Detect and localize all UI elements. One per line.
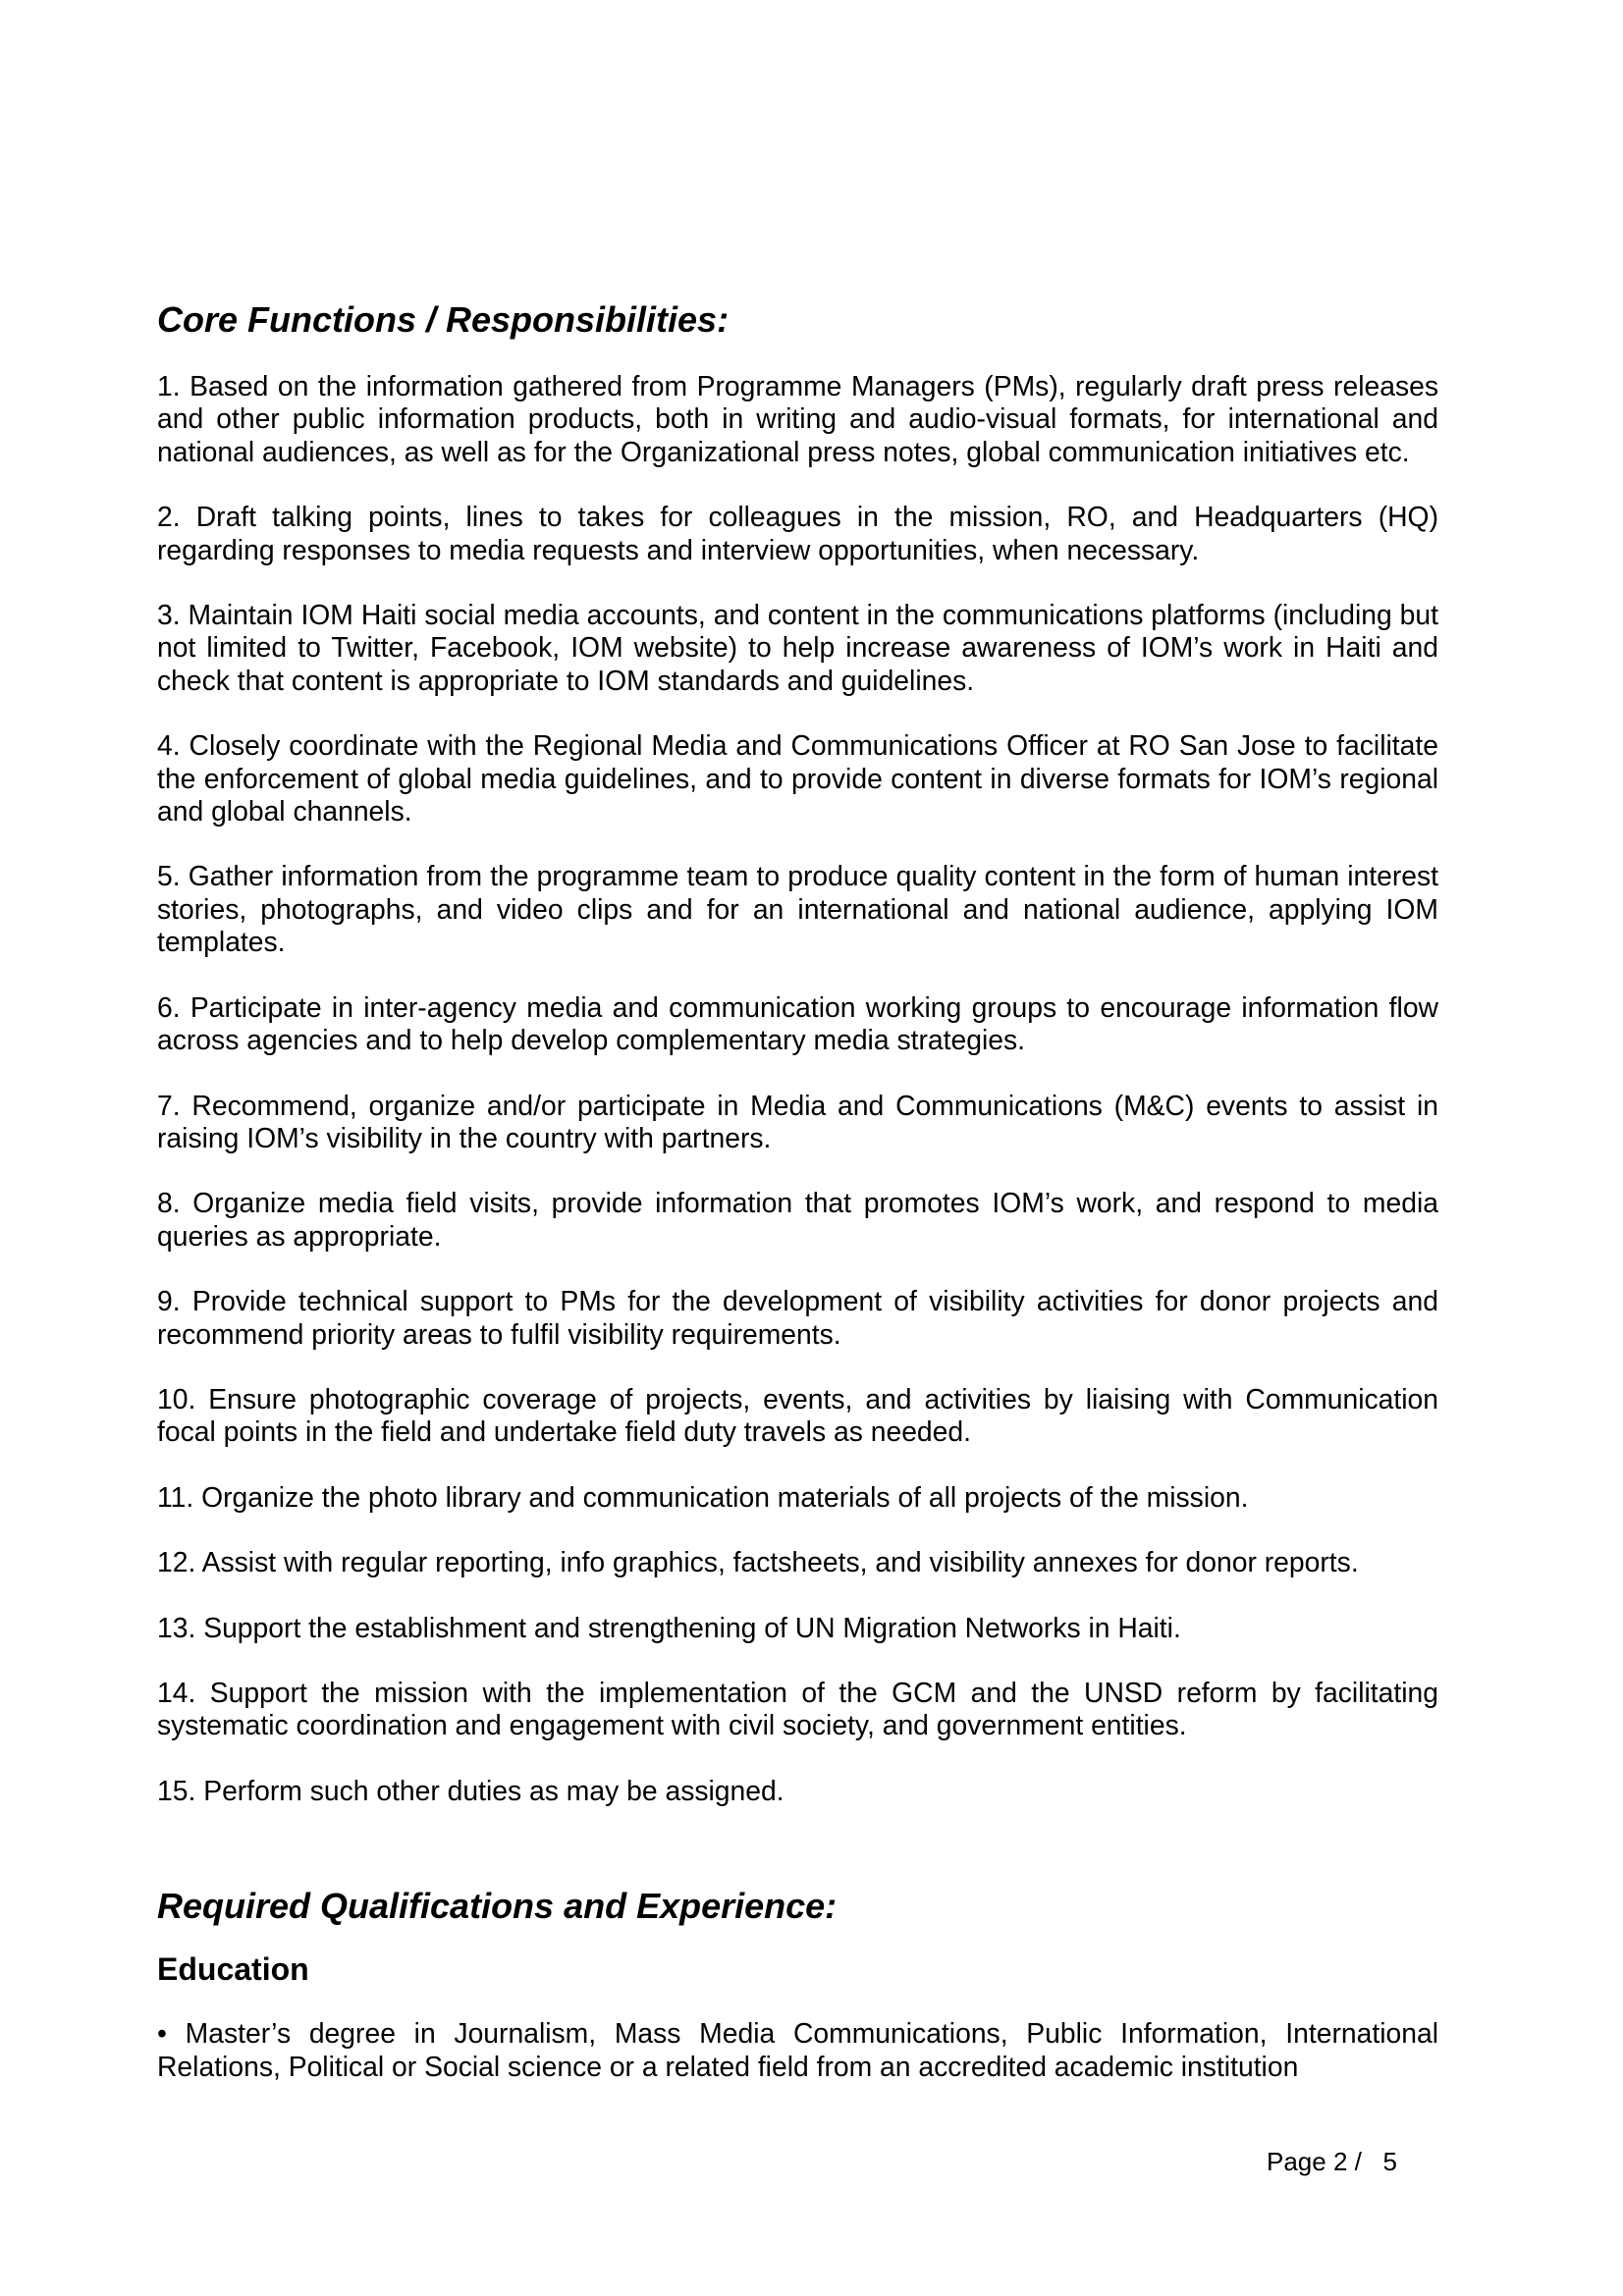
list-item: 5. Gather information from the programme team to produce quality content in the form of human interest stories, photographs, and video clips and for an international and national audience, applying IOM templates. (157, 860, 1438, 958)
education-heading: Education (157, 1951, 309, 1988)
list-item: 2. Draft talking points, lines to takes for colleagues in the mission, RO, and Headquarters (HQ) regarding responses to media requests and interview opportunities, when necessary. (157, 501, 1438, 565)
list-item: 1. Based on the information gathered from Programme Managers (PMs), regularly draft press releases and other public information products, both in writing and audio-visual formats, for international and national audiences, as well as for the Organizational press notes, global communication initiatives etc. (157, 370, 1438, 467)
list-item: 11. Organize the photo library and communication materials of all projects of the mission. (157, 1480, 1249, 1513)
core-functions-title: Core Functions / Responsibilities: (157, 299, 730, 340)
list-item: 10. Ensure photographic coverage of projects, events, and activities by liaising with Communication focal points in the field and undertake field duty travels as needed. (157, 1382, 1438, 1448)
list-item: 9. Provide technical support to PMs for the development of visibility activities for donor projects and recommend priority areas to fulfil visibility requirements. (157, 1285, 1438, 1350)
responsibilities-list (157, 370, 1438, 1807)
list-item: 13. Support the establishment and strengthening of UN Migration Networks in Haiti. (157, 1611, 1181, 1643)
page-number: Page 2 / 5 (1267, 2147, 1397, 2176)
list-item: 14. Support the mission with the implementation of the GCM and the UNSD reform by facilitating systematic coordination and engagement with civil society, and government entities. (157, 1676, 1438, 1741)
list-item: 8. Organize media field visits, provide information that promotes IOM’s work, and respond to media queries as appropriate. (157, 1187, 1438, 1252)
list-item: 15. Perform such other duties as may be assigned. (157, 1774, 784, 1806)
qualifications-title: Required Qualifications and Experience: (157, 1886, 838, 1927)
list-item: 6. Participate in inter-agency media and communication working groups to encourage information flow across agencies and to help develop complementary media strategies. (157, 990, 1438, 1056)
list-item: 7. Recommend, organize and/or participate in Media and Communications (M&C) events to assist in raising IOM’s visibility in the country with partners. (157, 1089, 1438, 1153)
list-item: 12. Assist with regular reporting, info graphics, factsheets, and visibility annexes for donor reports. (157, 1546, 1359, 1578)
list-item: 4. Closely coordinate with the Regional Media and Communications Officer at RO San Jose to facilitate the enforcement of global media guidelines, and to provide content in diverse formats for IOM’s regional and global channels. (157, 729, 1438, 828)
document-page (157, 299, 1438, 2083)
education-bullet: • Master’s degree in Journalism, Mass Media Communications, Public Information, International Relations, Political or Social science or a related field from an accredited academic institution (157, 2017, 1438, 2082)
list-item: 3. Maintain IOM Haiti social media accounts, and content in the communications platforms (including but not limited to Twitter, Facebook, IOM website) to help increase awareness of IOM’s work in Haiti and check that content is appropriate to IOM standards and guidelines. (157, 599, 1438, 696)
